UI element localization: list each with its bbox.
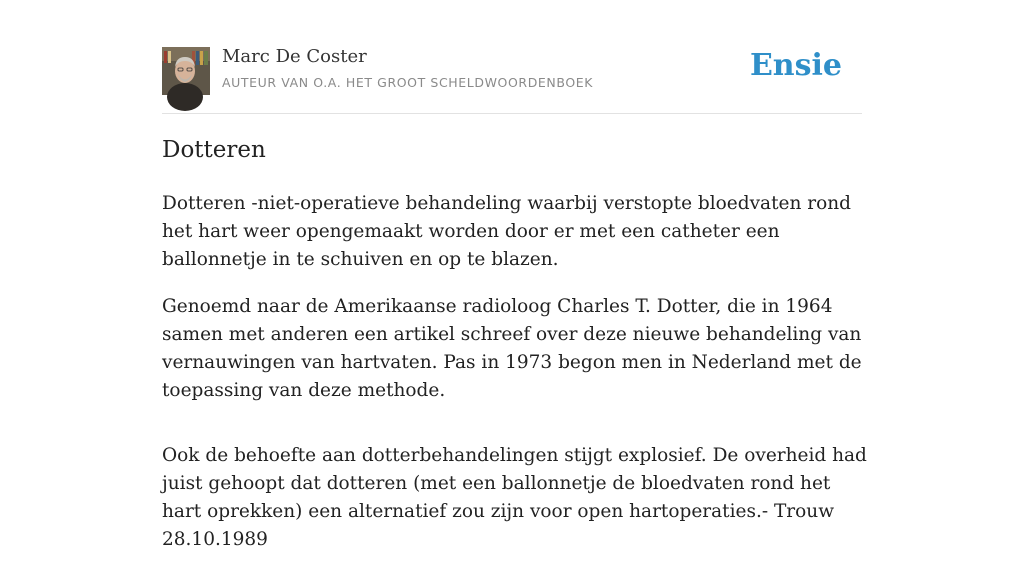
article-body (162, 190, 867, 573)
author-portrait-icon (162, 47, 210, 95)
page-container (162, 0, 867, 550)
author-name[interactable]: Marc De Coster (222, 46, 367, 67)
author-subtitle: AUTEUR VAN O.A. HET GROOT SCHELDWOORDENBOEK (222, 75, 594, 90)
article-paragraph: Ook de behoefte aan dotterbehandelingen stijgt explosief. De overheid had juist gehoopt dat dotteren (met een ballonnetje de bloedvaten rond het hart oprekken) een alternatief zou zijn voor open hartoperaties.- Trouw 28.10.1989 (162, 445, 867, 550)
avatar[interactable] (162, 47, 210, 95)
author-header (162, 0, 862, 114)
article-paragraph: Genoemd naar de Amerikaanse radioloog Charles T. Dotter, die in 1964 samen met anderen een artikel schreef over deze nieuwe behandeling van vernauwingen van hartvaten. Pas in 1973 begon men in Nederland met de toepassing van deze methode. (162, 296, 862, 401)
ensie-logo[interactable]: Ensie (749, 48, 842, 83)
page-title: Dotteren (162, 137, 266, 163)
article-paragraph: Dotteren -niet-operatieve behandeling waarbij verstopte bloedvaten rond het hart weer opengemaakt worden door er met een catheter een ballonnetje in te schuiven en op te blazen. (162, 193, 851, 270)
